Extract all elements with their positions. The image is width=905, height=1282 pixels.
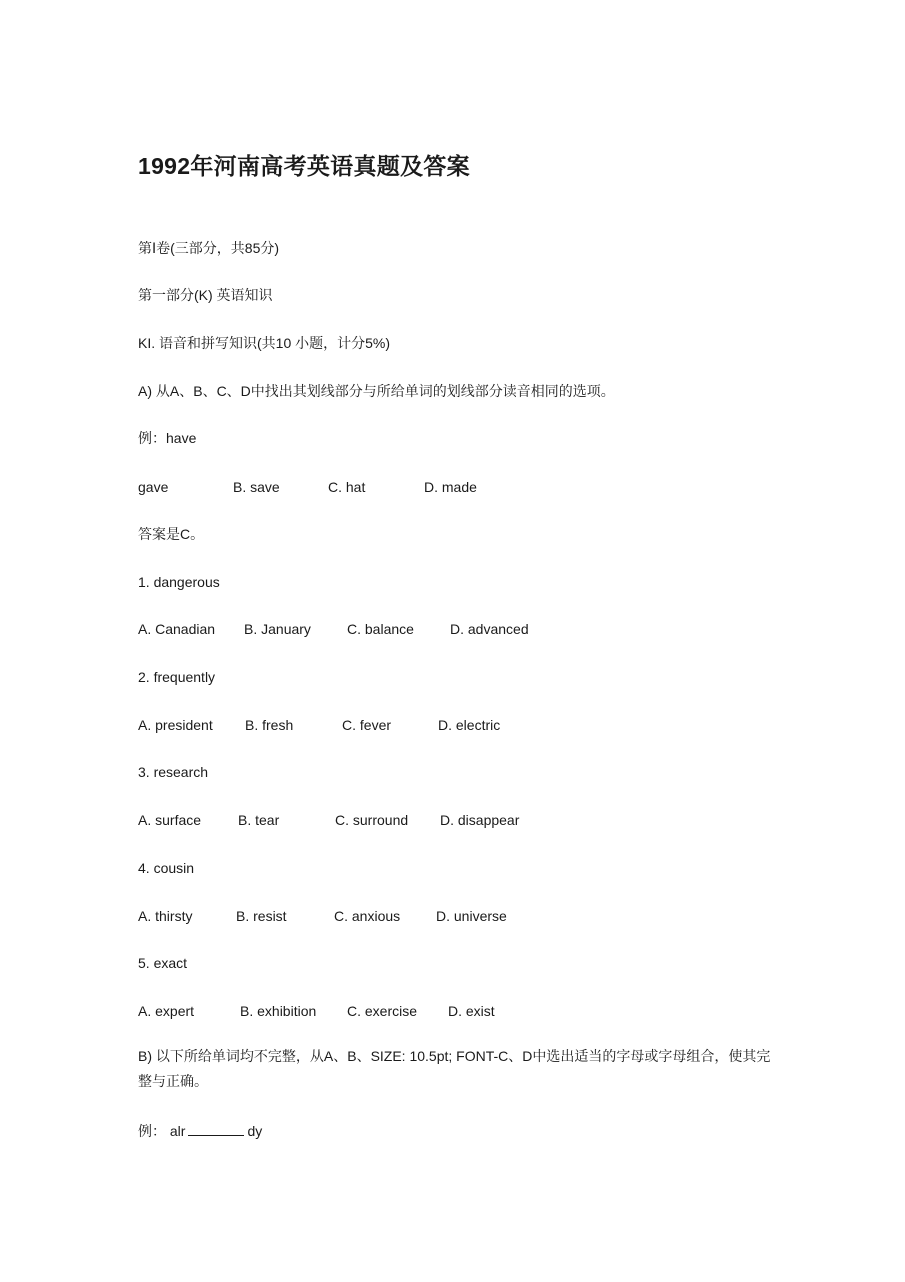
option-b: B. save <box>233 479 280 495</box>
question-stem: 4. cousin <box>138 860 195 876</box>
example-b <box>138 1121 262 1141</box>
option-c: C. fever <box>342 717 392 733</box>
instruction-a: A) 从A、B、C、D中找出其划线部分与所给单词的划线部分读音相同的选项。 <box>138 383 615 399</box>
example-b-suffix: dy <box>247 1123 263 1139</box>
option-a: A. president <box>138 717 213 733</box>
subsection-heading: KI. 语音和拼写知识(共10 小题，计分5%) <box>138 335 391 351</box>
option-d: D. advanced <box>450 621 529 637</box>
option-d: D. electric <box>438 717 501 733</box>
option-d: D. exist <box>448 1003 495 1019</box>
option-a: A. expert <box>138 1003 195 1019</box>
option-c: C. balance <box>347 621 414 637</box>
option-a: gave <box>138 479 169 495</box>
option-c: C. hat <box>328 479 366 495</box>
option-b: B. January <box>244 621 311 637</box>
option-c: C. exercise <box>347 1003 418 1019</box>
section-heading: 第一部分(K) 英语知识 <box>138 287 273 303</box>
example-word: 例：have <box>138 430 197 446</box>
question-stem: 1. dangerous <box>138 574 220 590</box>
option-c: C. anxious <box>334 908 401 924</box>
option-a: A. thirsty <box>138 908 193 924</box>
option-d: D. universe <box>436 908 507 924</box>
option-d: D. made <box>424 479 477 495</box>
instruction-b: B) 以下所给单词均不完整，从A、B、SIZE: 10.5pt; FONT-C、D中选出适当的字母或字母组合，使其完整与正确。 <box>138 1048 771 1089</box>
option-b: B. tear <box>238 812 280 828</box>
document-title: 1992年河南高考英语真题及答案 <box>138 153 470 179</box>
fill-in-blank <box>188 1123 244 1136</box>
option-c: C. surround <box>335 812 409 828</box>
option-d: D. disappear <box>440 812 520 828</box>
option-a: A. surface <box>138 812 202 828</box>
option-b: B. fresh <box>245 717 294 733</box>
question-stem: 3. research <box>138 764 209 780</box>
option-b: B. exhibition <box>240 1003 317 1019</box>
example-b-prefix: 例： alr <box>138 1123 186 1139</box>
option-b: B. resist <box>236 908 287 924</box>
question-stem: 5. exact <box>138 955 188 971</box>
example-answer: 答案是C。 <box>138 526 205 542</box>
volume-header: 第Ⅰ卷(三部分，共85分) <box>138 240 280 256</box>
question-stem: 2. frequently <box>138 669 216 685</box>
option-a: A. Canadian <box>138 621 216 637</box>
